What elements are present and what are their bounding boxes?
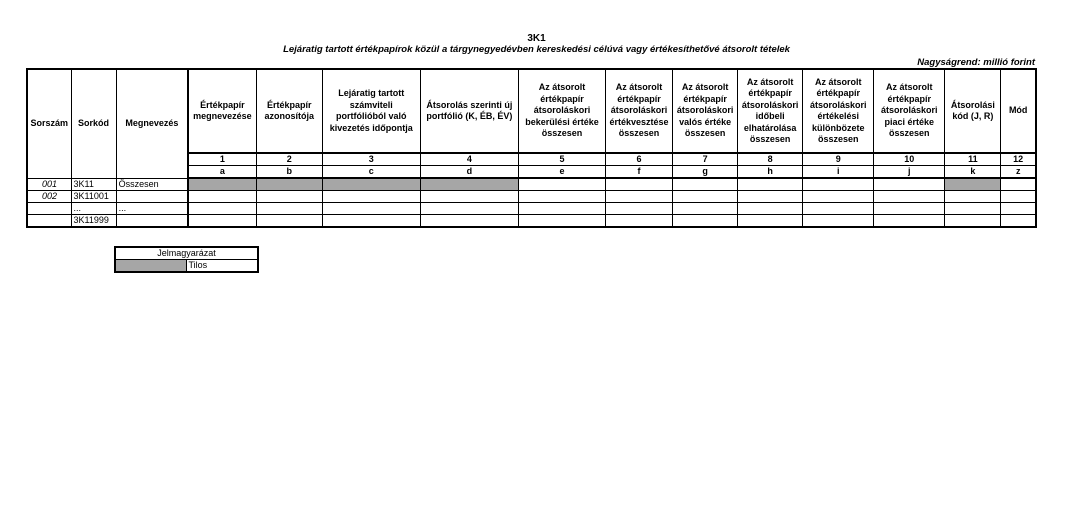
- data-cell[interactable]: [518, 203, 605, 215]
- row-name: [116, 191, 188, 203]
- col-letter: z: [1001, 166, 1036, 179]
- data-cell[interactable]: [606, 215, 673, 228]
- row-name: Összesen: [116, 178, 188, 191]
- forbidden-cell: [188, 178, 256, 191]
- data-cell[interactable]: [188, 203, 256, 215]
- row-serial: 001: [27, 178, 71, 191]
- row-serial: 002: [27, 191, 71, 203]
- forbidden-cell: [420, 178, 518, 191]
- data-cell[interactable]: [256, 215, 322, 228]
- col-number: 3: [322, 153, 420, 166]
- header-col-8: Az átsorolt értékpapír átsoroláskori időbeli elhatárolása összesen: [738, 69, 803, 153]
- header-col-9: Az átsorolt értékpapír átsoroláskori értékelési különbözete összesen: [803, 69, 874, 153]
- data-cell[interactable]: [606, 203, 673, 215]
- header-sorkod: Sorkód: [71, 69, 116, 178]
- data-cell[interactable]: [738, 203, 803, 215]
- data-cell[interactable]: [322, 215, 420, 228]
- data-cell[interactable]: [188, 191, 256, 203]
- row-code: 3K11: [71, 178, 116, 191]
- forbidden-cell: [256, 178, 322, 191]
- forbidden-cell: [945, 178, 1001, 191]
- col-letter: d: [420, 166, 518, 179]
- row-name: [116, 215, 188, 228]
- data-cell[interactable]: [673, 203, 738, 215]
- data-cell[interactable]: [874, 215, 945, 228]
- data-cell[interactable]: [738, 178, 803, 191]
- data-cell[interactable]: [420, 203, 518, 215]
- data-cell[interactable]: [874, 178, 945, 191]
- data-cell[interactable]: [606, 178, 673, 191]
- col-letter: b: [256, 166, 322, 179]
- data-cell[interactable]: [738, 191, 803, 203]
- legend-title: Jelmagyarázat: [115, 247, 258, 260]
- legend-gray-label: Tilos: [186, 260, 258, 273]
- col-letter: h: [738, 166, 803, 179]
- col-letter: g: [673, 166, 738, 179]
- data-cell[interactable]: [606, 191, 673, 203]
- unit-note: Nagyságrend: millió forint: [917, 57, 1035, 68]
- col-number: 5: [518, 153, 605, 166]
- col-number: 1: [188, 153, 256, 166]
- data-cell[interactable]: [420, 215, 518, 228]
- header-col-1: Értékpapír megnevezése: [188, 69, 256, 153]
- header-col-3: Lejáratig tartott számviteli portfólióból való kivezetés időpontja: [322, 69, 420, 153]
- col-number: 8: [738, 153, 803, 166]
- col-letter: f: [606, 166, 673, 179]
- col-letter: j: [874, 166, 945, 179]
- row-code: 3K11001: [71, 191, 116, 203]
- header-megnevezes: Megnevezés: [116, 69, 188, 178]
- legend-table: [114, 246, 259, 273]
- row-code: ...: [71, 203, 116, 215]
- row-serial: [27, 215, 71, 228]
- header-col-11: Átsorolási kód (J, R): [945, 69, 1001, 153]
- table-row: [27, 215, 1036, 228]
- data-cell[interactable]: [518, 215, 605, 228]
- data-cell[interactable]: [322, 203, 420, 215]
- col-number: 2: [256, 153, 322, 166]
- data-cell[interactable]: [256, 203, 322, 215]
- data-cell[interactable]: [945, 191, 1001, 203]
- header-col-6: Az átsorolt értékpapír átsoroláskori értékvesztése összesen: [606, 69, 673, 153]
- data-cell[interactable]: [1001, 191, 1036, 203]
- data-cell[interactable]: [420, 191, 518, 203]
- col-number: 12: [1001, 153, 1036, 166]
- col-letter: i: [803, 166, 874, 179]
- data-cell[interactable]: [673, 178, 738, 191]
- col-number: 11: [945, 153, 1001, 166]
- data-cell[interactable]: [738, 215, 803, 228]
- col-number: 6: [606, 153, 673, 166]
- data-cell[interactable]: [518, 178, 605, 191]
- table-row: [27, 178, 1036, 191]
- data-cell[interactable]: [1001, 215, 1036, 228]
- header-sorszam: Sorszám: [27, 69, 71, 178]
- data-cell[interactable]: [803, 191, 874, 203]
- header-col-2: Értékpapír azonosítója: [256, 69, 322, 153]
- header-col-12: Mód: [1001, 69, 1036, 153]
- row-code: 3K11999: [71, 215, 116, 228]
- header-col-5: Az átsorolt értékpapír átsoroláskori bekerülési értéke összesen: [518, 69, 605, 153]
- col-letter: k: [945, 166, 1001, 179]
- row-serial: [27, 203, 71, 215]
- data-cell[interactable]: [673, 215, 738, 228]
- data-cell[interactable]: [945, 215, 1001, 228]
- data-cell[interactable]: [256, 191, 322, 203]
- form-subtitle: Lejáratig tartott értékpapírok közül a tárgynegyedévben kereskedési célúvá vagy értékesíthetővé átsorolt tételek: [283, 44, 790, 55]
- table-row: [27, 191, 1036, 203]
- col-number: 9: [803, 153, 874, 166]
- col-number: 10: [874, 153, 945, 166]
- col-number: 7: [673, 153, 738, 166]
- data-cell[interactable]: [945, 203, 1001, 215]
- data-cell[interactable]: [518, 191, 605, 203]
- legend-gray-swatch: [115, 260, 186, 273]
- data-cell[interactable]: [874, 203, 945, 215]
- data-cell[interactable]: [322, 191, 420, 203]
- row-name: ...: [116, 203, 188, 215]
- data-cell[interactable]: [803, 215, 874, 228]
- data-cell[interactable]: [1001, 178, 1036, 191]
- col-letter: c: [322, 166, 420, 179]
- data-table: [26, 68, 1037, 228]
- col-letter: e: [518, 166, 605, 179]
- col-letter: a: [188, 166, 256, 179]
- data-cell[interactable]: [1001, 203, 1036, 215]
- header-col-4: Átsorolás szerinti új portfólió (K, ÉB, ÉV): [420, 69, 518, 153]
- forbidden-cell: [322, 178, 420, 191]
- col-number: 4: [420, 153, 518, 166]
- data-cell[interactable]: [874, 191, 945, 203]
- data-cell[interactable]: [188, 215, 256, 228]
- table-row: [27, 203, 1036, 215]
- header-col-10: Az átsorolt értékpapír átsoroláskori piaci értéke összesen: [874, 69, 945, 153]
- form-code-title: 3K1: [527, 33, 546, 44]
- header-col-7: Az átsorolt értékpapír átsoroláskori valós értéke összesen: [673, 69, 738, 153]
- data-cell[interactable]: [803, 203, 874, 215]
- data-cell[interactable]: [803, 178, 874, 191]
- data-cell[interactable]: [673, 191, 738, 203]
